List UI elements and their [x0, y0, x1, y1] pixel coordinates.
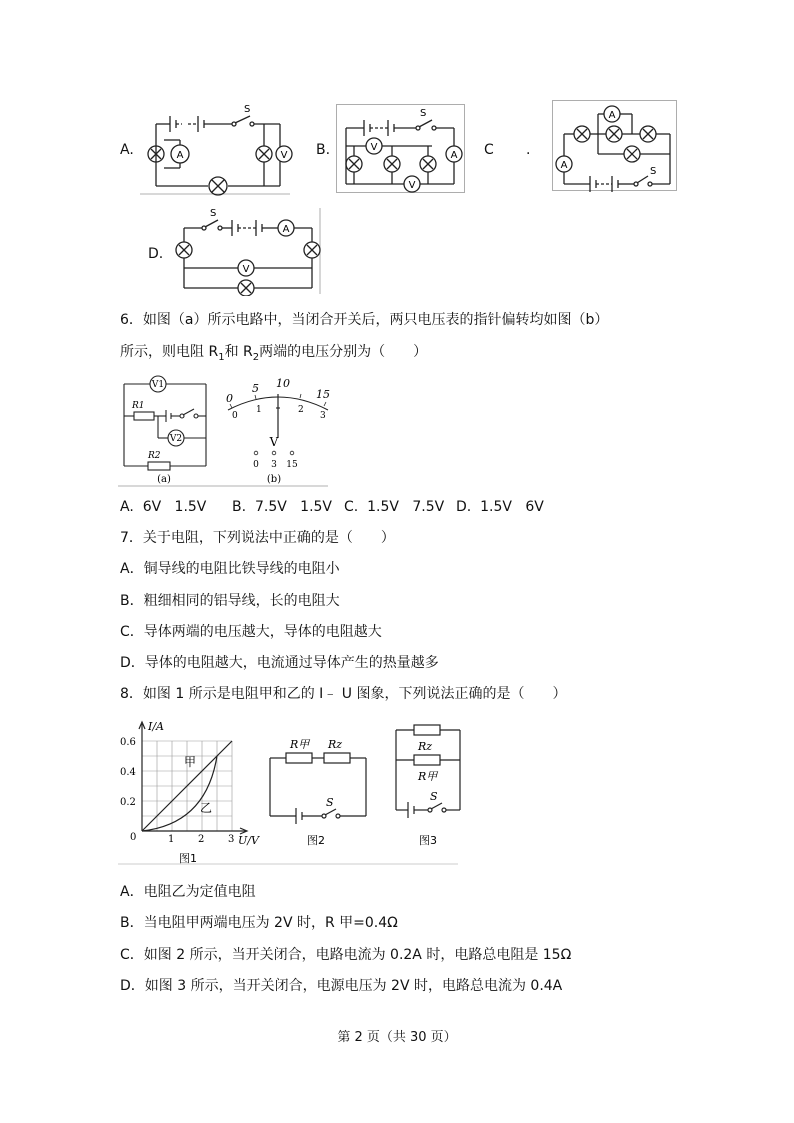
question-8-option-d: D．如图 3 所示，当开关闭合，电源电压为 2V 时，电路总电流为 0.4A — [120, 978, 563, 994]
voltmeter-v2-label: V2 — [169, 434, 183, 444]
xtick-1: 1 — [168, 834, 175, 845]
question-7-option-d: D．导体的电阻越大，电流通过导体产生的热量越多 — [120, 655, 439, 671]
question-6-figure — [118, 372, 330, 488]
ytick-0-6: 0.6 — [120, 737, 136, 748]
option-c-dot: . — [526, 142, 531, 158]
graph-ylabel: I/A — [148, 720, 164, 733]
option-d-label: D. — [148, 246, 164, 262]
fig2-switch-label: S — [326, 796, 334, 809]
scale-bottom-3: 3 — [320, 411, 326, 421]
circuit-diagram-b — [336, 104, 466, 194]
xtick-0: 0 — [130, 832, 137, 843]
ytick-0-4: 0.4 — [120, 767, 136, 778]
figure-1-caption: 图1 — [179, 852, 197, 865]
ytick-0-2: 0.2 — [120, 797, 136, 808]
question-6-option-c: C. 1.5V 7.5V — [344, 499, 445, 515]
switch-label: S — [210, 208, 217, 219]
circuit-diagram-a — [140, 100, 300, 196]
question-7-stem: 7．关于电阻，下列说法中正确的是（ ） — [120, 530, 395, 546]
scale-top-5: 5 — [252, 382, 259, 395]
fig3-r-yi-label: Rz — [418, 740, 433, 753]
curve-label-jia: 甲 — [184, 755, 197, 769]
figure-a-caption: (a) — [157, 474, 171, 485]
scale-bottom-0: 0 — [232, 411, 238, 421]
option-c-label: C — [484, 142, 494, 158]
question-7-option-c: C．导体两端的电压越大，导体的电阻越大 — [120, 624, 382, 640]
ammeter-label: A — [282, 224, 290, 235]
option-a-label: A. — [120, 142, 134, 158]
question-7-option-b: B．粗细相同的铝导线，长的电阻大 — [120, 593, 340, 609]
circuit-diagram-d — [172, 204, 324, 296]
scale-top-0: 0 — [226, 392, 233, 405]
question-6-option-a: A. 6V 1.5V — [120, 499, 207, 515]
ammeter-label-2: A — [560, 160, 568, 171]
question-6-option-d: D. 1.5V 6V — [456, 499, 544, 515]
question-8-option-b: B．当电阻甲两端电压为 2V 时，R 甲=0.4Ω — [120, 915, 398, 931]
circuit-diagram-c — [552, 100, 678, 192]
question-6-stem-line1: 6．如图（a）所示电路中，当闭合开关后，两只电压表的指针偏转均如图（b） — [120, 312, 609, 328]
voltmeter-label: V — [242, 264, 250, 275]
question-6-option-b: B. 7.5V 1.5V — [232, 499, 333, 515]
terminal-0: 0 — [253, 460, 259, 470]
ammeter-label: A — [176, 150, 184, 161]
switch-label: S — [650, 166, 657, 177]
figure-2-caption: 图2 — [307, 834, 325, 847]
xtick-2: 2 — [198, 834, 205, 845]
voltmeter-label: V — [280, 150, 288, 161]
question-8-stem: 8．如图 1 所示是电阻甲和乙的 I﹣ U 图象，下列说法正确的是（ ） — [120, 686, 567, 702]
question-8-option-a: A．电阻乙为定值电阻 — [120, 884, 256, 900]
page-footer: 第 2 页（共 30 页） — [337, 1030, 457, 1045]
voltmeter-v1-label: V1 — [151, 380, 165, 390]
figure-3-caption: 图3 — [419, 834, 437, 847]
question-8-figures — [118, 716, 464, 868]
question-6-stem-line2: 所示，则电阻 $R_1$和 $R_2$两端的电压分别为（ ） — [120, 344, 428, 363]
question-7-option-a: A．铜导线的电阻比铁导线的电阻小 — [120, 561, 340, 577]
scale-bottom-1: 1 — [256, 405, 262, 415]
curve-label-yi: 乙 — [200, 801, 213, 815]
fig3-switch-label: S — [430, 790, 438, 803]
switch-label: S — [244, 104, 251, 115]
fig2-r-jia-label: R甲 — [290, 738, 310, 751]
figure-b-caption: (b) — [266, 474, 282, 485]
fig2-r-yi-label: Rz — [328, 738, 343, 751]
voltmeter-label: V — [370, 142, 378, 153]
fig3-r-jia-label: R甲 — [418, 770, 438, 783]
resistor-r2-label: R2 — [148, 451, 161, 461]
terminal-15: 15 — [286, 460, 298, 470]
graph-xlabel: U/V — [238, 834, 259, 847]
option-b-label: B. — [316, 142, 331, 158]
question-8-option-c: C．如图 2 所示，当开关闭合，电路电流为 0.2A 时，电路总电阻是 15Ω — [120, 947, 572, 963]
scale-bottom-2: 2 — [298, 405, 304, 415]
voltmeter-label-2: V — [408, 180, 416, 191]
ammeter-label: A — [608, 110, 616, 121]
xtick-3: 3 — [228, 834, 235, 845]
scale-top-10: 10 — [276, 377, 290, 390]
meter-unit-label: V — [269, 435, 279, 449]
ammeter-label: A — [450, 150, 458, 161]
terminal-3: 3 — [271, 460, 277, 470]
scale-top-15: 15 — [316, 388, 330, 401]
switch-label: S — [420, 108, 427, 119]
resistor-r1-label: R1 — [132, 401, 145, 411]
